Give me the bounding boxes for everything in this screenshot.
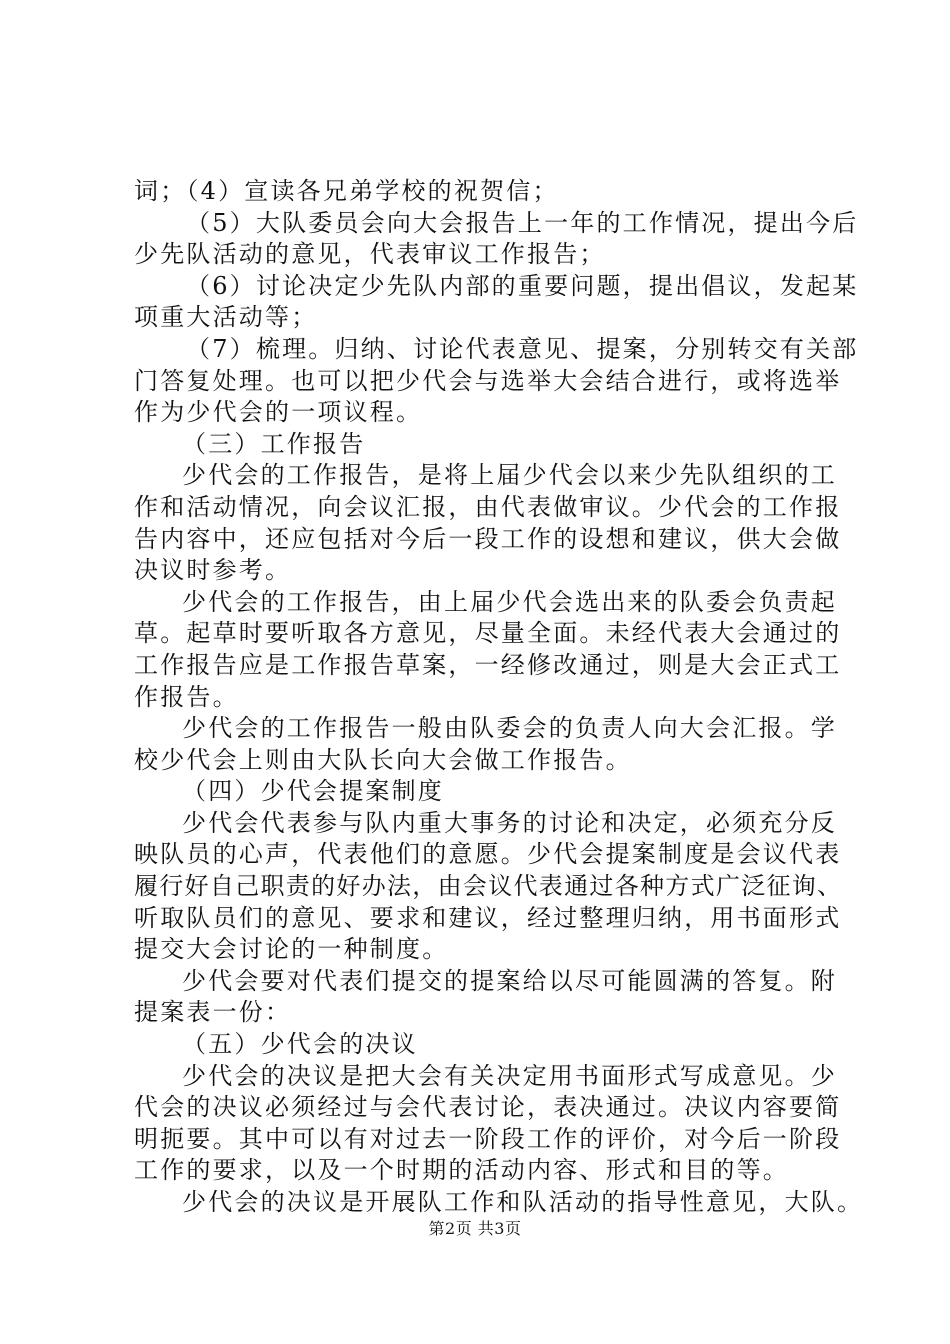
text-line: 告内容中，还应包括对今后一段工作的设想和建议，供大会做 <box>134 524 842 553</box>
text-line: 少代会代表参与队内重大事务的讨论和决定，必须充分反 <box>182 808 837 837</box>
text-line: 听取队员们的意见、要求和建议，经过整理归纳，用书面形式 <box>134 903 842 932</box>
section-heading: （四）少代会提案制度 <box>182 777 444 806</box>
text-line: 校少代会上则由大队长向大会做工作报告。 <box>134 745 632 774</box>
text-line: 门答复处理。也可以把少代会与选举大会结合进行，或将选举 <box>134 366 842 395</box>
text-line: 明扼要。其中可以有对过去一阶段工作的评价，对今后一阶段 <box>134 1124 842 1153</box>
text-line: 少代会的工作报告，由上届少代会选出来的队委会负责起 <box>182 587 837 616</box>
text-line: 项重大活动等； <box>134 303 318 332</box>
page-number-footer: 第2页 共3页 <box>428 1219 522 1238</box>
text-line: 作为少代会的一项议程。 <box>134 398 423 427</box>
text-line: 作和活动情况，向会议汇报，由代表做审议。少代会的工作报 <box>134 492 842 521</box>
text-line: 提案表一份： <box>134 998 292 1027</box>
text-line: 工作报告应是工作报告草案，一经修改通过，则是大会正式工 <box>134 650 842 679</box>
document-body <box>134 176 864 1219</box>
text-line: 词；（4）宣读各兄弟学校的祝贺信； <box>134 177 559 205</box>
text-line: 履行好自己职责的好办法，由会议代表通过各种方式广泛征询、 <box>134 872 843 901</box>
text-line: 作报告。 <box>134 682 239 711</box>
text-line: 少先队活动的意见，代表审议工作报告； <box>134 240 606 269</box>
text-line: 少代会的决议是把大会有关决定用书面形式写成意见。少 <box>182 1061 837 1090</box>
text-line: 提交大会讨论的一种制度。 <box>134 935 449 964</box>
section-heading: （三）工作报告 <box>182 429 366 458</box>
text-line: （5）大队委员会向大会报告上一年的工作情况，提出今后 <box>186 208 859 237</box>
text-line: 决议时参考。 <box>134 556 292 585</box>
text-line: 少代会的决议是开展队工作和队活动的指导性意见，大队。 <box>182 1188 864 1216</box>
text-line: 草。起草时要听取各方意见，尽量全面。未经代表大会通过的 <box>134 619 842 648</box>
text-line: 少代会要对代表们提交的提案给以尽可能圆满的答复。附 <box>182 966 837 995</box>
text-line: （7）梳理。归纳、讨论代表意见、提案，分别转交有关部 <box>186 334 859 363</box>
text-line: 映队员的心声，代表他们的意愿。少代会提案制度是会议代表 <box>134 840 842 869</box>
text-line: 少代会的工作报告一般由队委会的负责人向大会汇报。学 <box>182 714 837 743</box>
text-line: 代会的决议必须经过与会代表讨论，表决通过。决议内容要简 <box>134 1093 842 1122</box>
text-line: （6）讨论决定少先队内部的重要问题，提出倡议，发起某 <box>186 271 859 300</box>
text-line: 少代会的工作报告，是将上届少代会以来少先队组织的工 <box>182 461 837 490</box>
section-heading: （五）少代会的决议 <box>182 1030 418 1059</box>
text-line: 工作的要求，以及一个时期的活动内容、形式和目的等。 <box>134 1156 789 1185</box>
